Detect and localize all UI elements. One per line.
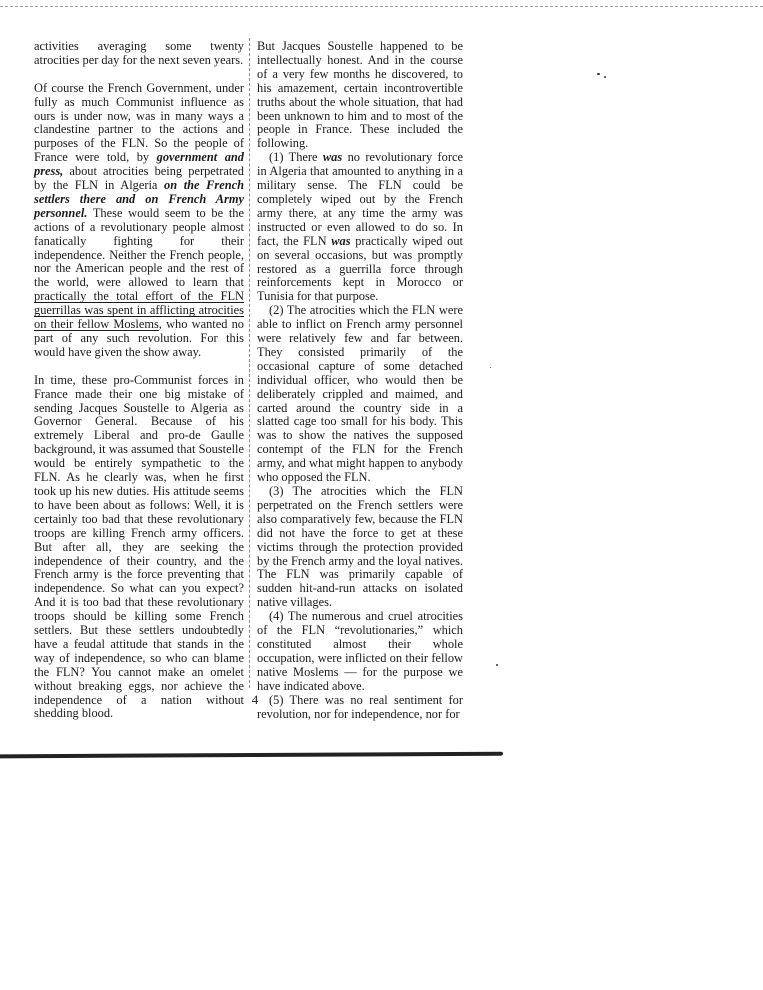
left-p2-emphasis-1: government and press, (34, 150, 244, 179)
left-p2-underlined: practically the total effort of the FLN guerrillas was spent in afflicting atrocities on their fellow Moslems (34, 289, 244, 332)
right-intro: But Jacques Soustelle happened to be intellectually honest. And in the course of a very few months he discovered, to his amazement, certain incontrovertible truths about the whole situation, that had been unknown to him and to most of the people in France. These included the following. (257, 39, 463, 151)
left-paragraph-1: activities averaging some twenty atrocities per day for the next seven years. (34, 39, 244, 67)
list-item-1 (257, 151, 463, 304)
item1-emphasis-1: was (322, 150, 343, 165)
left-paragraph-3: In time, these pro-Communist forces in France made their one big mistake of sending Jacques Soustelle to Algeria as Governor General. Because of his extremely Liberal and pro-de Gaulle background, it was assumed that Soustelle would be entirely sympathetic to the FLN. As he clearly was, when he first took up his new duties. His attitude seems to have been about as follows: Well, it is certainly too bad that these revolutionary troops are killing French army officers. But after all, they are seeking the independence of their country, and the French army is the force preventing that independence. So what can you expect? And it is too bad that these revolutionary troops should be killing some French settlers. But these settlers undoubtedly have a feudal attitude that stands in the way of independence, so who can blame the FLN? You cannot make an omelet without breaking eggs, nor achieve the independence of a nation without shedding blood. (34, 372, 244, 721)
page-number: 4 (251, 692, 259, 707)
item1-text-a: (1) There (269, 150, 323, 165)
scan-speck (496, 664, 498, 666)
left-paragraph-2 (34, 82, 244, 360)
list-item-2: (2) The atrocities which the FLN were able to inflict on French army personnel were relatively few and far between. They consisted primarily of the occasional capture of some detached individual officer, who would then be deliberately crippled and maimed, and carted around the country side in a slatted cage too small for his body. This was to show the natives the supposed contempt of the FLN for the French army, and what might happen to anybody who opposed the FLN. (257, 303, 463, 485)
item1-text-c: practically wiped out on several occasions, but was promptly restored as a guerrilla force through reinforcements kept in Morocco or Tunisia for that purpose. (257, 233, 463, 304)
item1-text-b: no revolutionary force in Algeria that amounted to anything in a military sense. The FLN could be completely wiped out by the French army there, at any time the army was instructed or even allowed to do so. In fact, the FLN (257, 150, 464, 248)
list-item-5: (5) There was no real sentiment for revolution, nor for independence, nor for (257, 692, 463, 721)
list-item-4: (4) The numerous and cruel atrocities of the FLN “revolutionaries,” which constituted almost their whole occupation, were inflicted on their fellow native Moslems — for the purpose we have indicated above. (257, 609, 463, 693)
list-item-3: (3) The atrocities which the FLN perpetrated on the French settlers were also comparatively few, because the FLN did not have the force to get at these victims through the protection provided by the French army and the loyal natives. The FLN was primarily capable of sudden hit-and-run attacks on isolated native villages. (257, 484, 463, 610)
left-p2-text-d: , who wanted no part of any such revolution. For this would have given the show away. (34, 317, 245, 359)
left-p2-text-b: about atrocities being perpetrated by the FLN in Algeria (34, 164, 244, 193)
scan-speck (490, 367, 491, 368)
left-p2-emphasis-2: on the French settlers there and on French Army personnel. (34, 178, 244, 220)
left-p2-text-a: Of course the French Government, under fully as much Communist influence as ours is under now, was in many ways a clandestine partner to the actions and purposes of the FLN. So the people of France were told, by (34, 80, 244, 165)
item1-emphasis-2: was (331, 233, 351, 248)
left-column (34, 40, 244, 735)
page-top-edge (0, 0, 763, 7)
bottom-rule (0, 752, 503, 759)
column-divider (249, 38, 250, 688)
scan-speck (597, 73, 600, 75)
scan-speck (604, 76, 606, 78)
left-p2-text-c: These would seem to be the actions of a revolutionary people almost fanatically fighting for their independence. Neither the French people, nor the American people and the rest of the world, were allowed to learn that (34, 205, 244, 290)
right-column (257, 40, 463, 721)
